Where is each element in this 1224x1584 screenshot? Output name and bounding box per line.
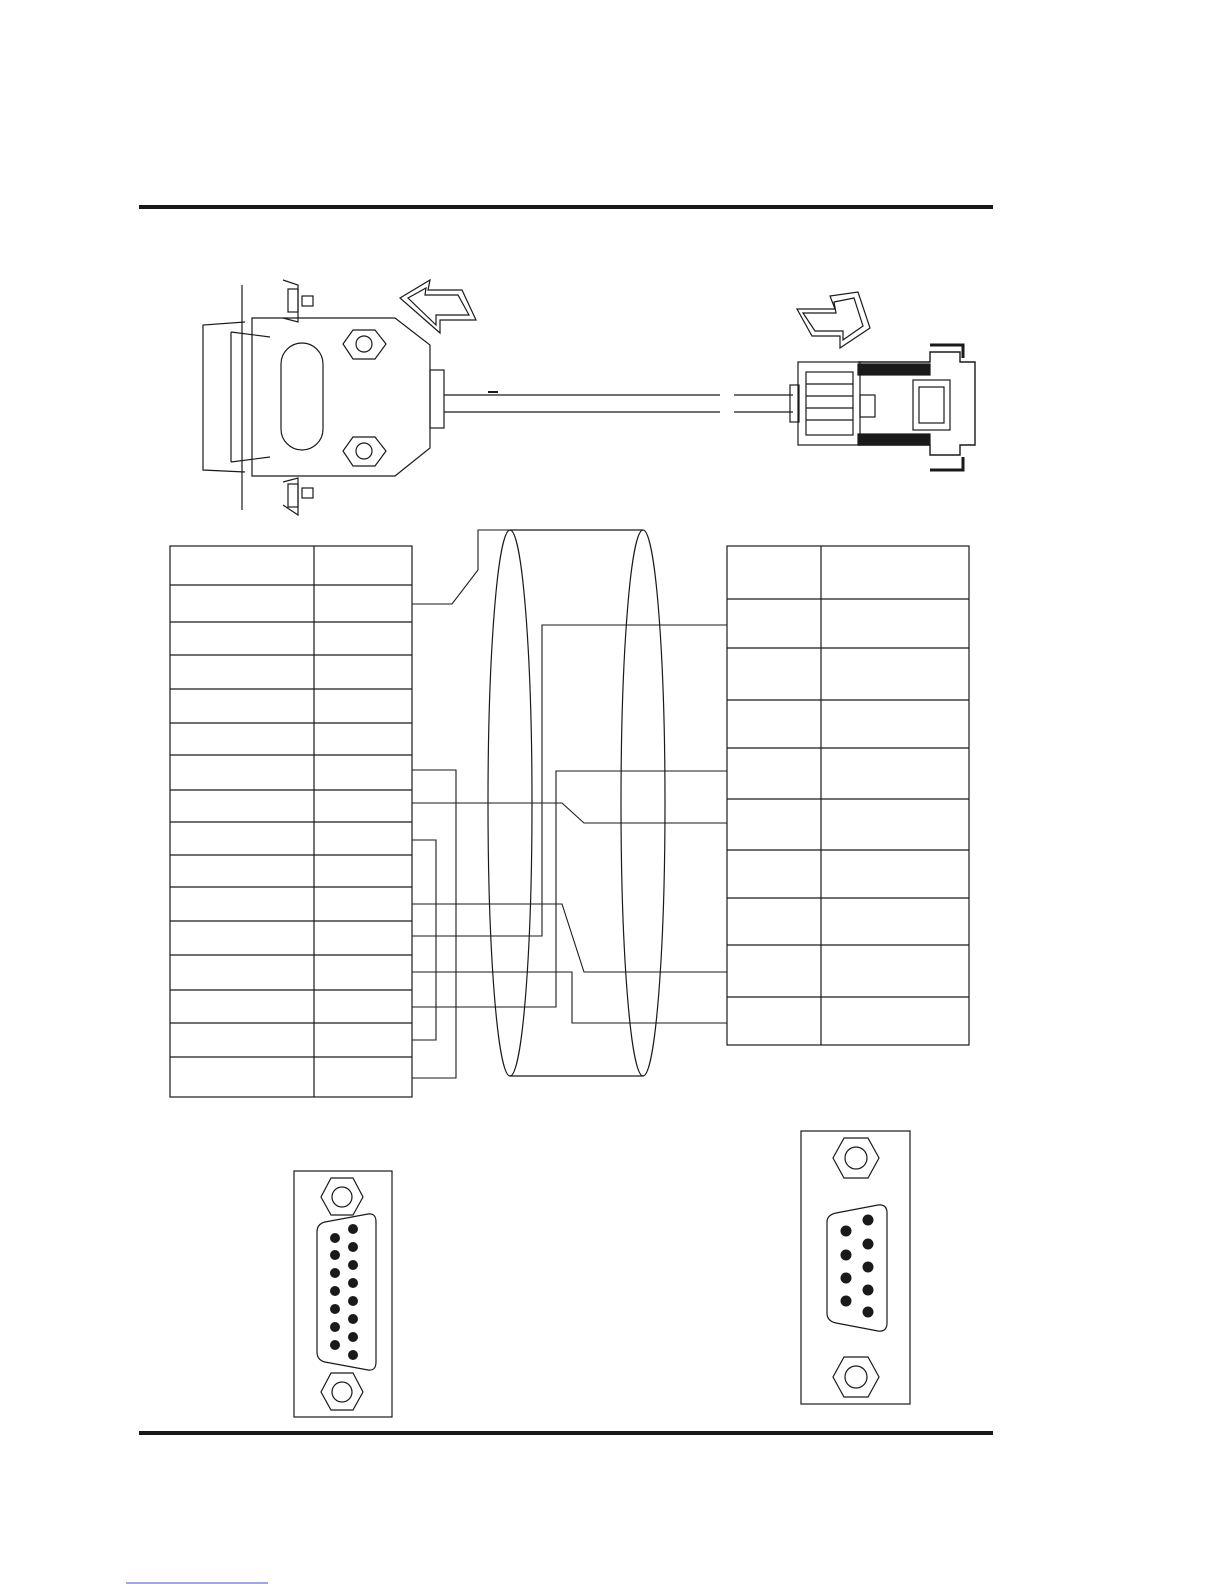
miniature-plug-illustration: [790, 345, 975, 470]
wire-a: [412, 625, 727, 936]
db25-pins: [330, 1224, 358, 1360]
wiring: [412, 530, 727, 1078]
left-pin-table: [170, 546, 412, 1097]
wire-d: [412, 840, 436, 1040]
db25-shell: [317, 1214, 376, 1370]
db9-face-view: [801, 1131, 910, 1404]
cable: [444, 392, 793, 412]
wire-b: [412, 770, 456, 1078]
db-connector-housing-illustration: [203, 280, 444, 515]
wire-f: [412, 972, 727, 1023]
db9-shell: [827, 1205, 887, 1331]
screw-bottom: [321, 1373, 363, 1410]
screw-top: [833, 1138, 879, 1178]
wire-c: [412, 803, 727, 823]
arrow-right-icon: [797, 292, 870, 348]
screw-top: [321, 1178, 363, 1215]
wire-e: [412, 904, 727, 972]
shield-drain-wire: [412, 530, 510, 604]
right-pin-table: [727, 546, 969, 1045]
db25-face-view: [294, 1171, 392, 1417]
db9-pins: [841, 1215, 874, 1318]
arrow-left-icon: [400, 280, 476, 333]
screw-bottom: [833, 1357, 879, 1397]
